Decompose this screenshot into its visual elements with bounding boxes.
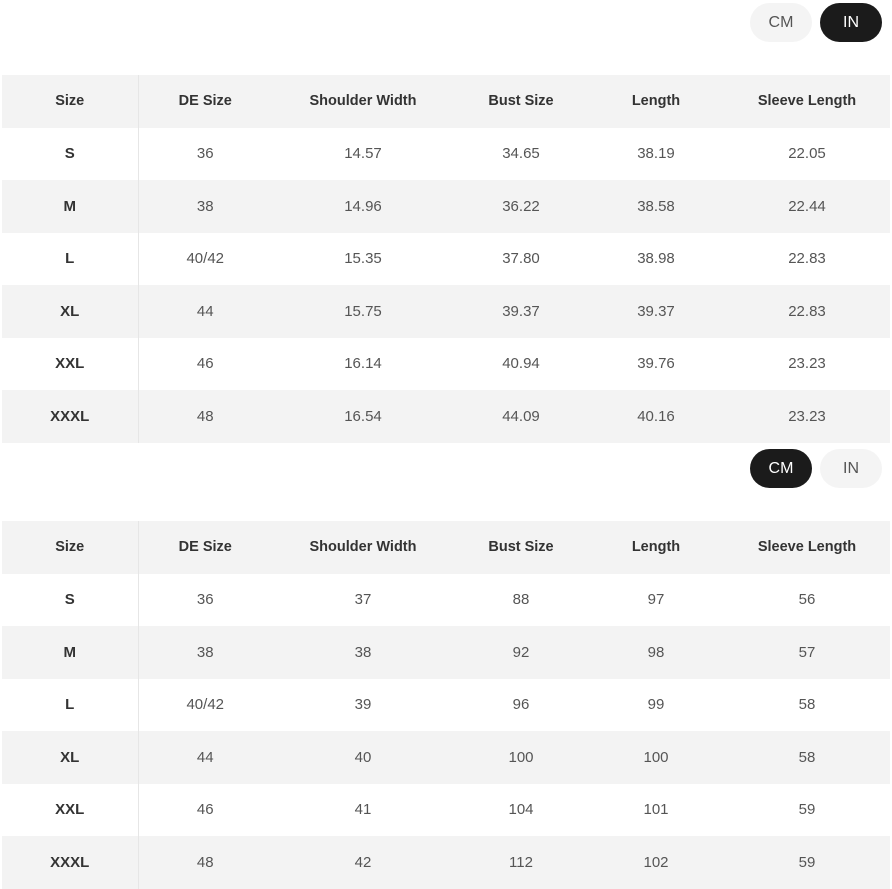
table-row	[2, 180, 890, 233]
header-sleeve-length: Sleeve Length	[757, 539, 857, 556]
length-cell: 102	[643, 853, 669, 871]
de-size-cell: 38	[196, 197, 214, 215]
size-cell: XXL	[2, 338, 138, 391]
unit-toggle-top	[750, 3, 882, 42]
header-length: Length	[631, 93, 681, 110]
table-row	[2, 338, 890, 391]
size-cell: L	[2, 679, 138, 732]
length-cell: 101	[643, 801, 669, 819]
unit-toggle-bottom	[750, 449, 882, 488]
table-row	[2, 784, 890, 837]
shoulder-width-cell: 39	[354, 696, 372, 714]
sleeve-length-cell: 22.44	[788, 197, 826, 215]
sleeve-length-cell: 22.05	[788, 145, 826, 163]
header-de-size: DE Size	[178, 93, 232, 110]
table-row	[2, 679, 890, 732]
shoulder-width-cell: 15.75	[344, 302, 382, 320]
length-cell: 38.58	[637, 197, 675, 215]
length-cell: 39.76	[637, 355, 675, 373]
sleeve-length-cell: 59	[798, 801, 816, 819]
sleeve-length-cell: 22.83	[788, 302, 826, 320]
bust-size-cell: 96	[512, 696, 530, 714]
bust-size-cell: 36.22	[502, 197, 540, 215]
length-cell: 38.19	[637, 145, 675, 163]
header-bust-size: Bust Size	[488, 93, 554, 110]
bust-size-cell: 34.65	[502, 145, 540, 163]
header-shoulder-width: Shoulder Width	[309, 539, 417, 556]
table-row	[2, 233, 890, 286]
table-row	[2, 626, 890, 679]
shoulder-width-cell: 15.35	[344, 250, 382, 268]
shoulder-width-cell: 16.14	[344, 355, 382, 373]
length-cell: 38.98	[637, 250, 675, 268]
table-row	[2, 574, 890, 627]
cm-button[interactable]: CM	[750, 449, 812, 488]
bust-size-cell: 112	[509, 853, 533, 871]
de-size-cell: 48	[196, 853, 214, 871]
table-row	[2, 836, 890, 889]
size-cell: M	[2, 626, 138, 679]
sleeve-length-cell: 23.23	[788, 407, 826, 425]
de-size-cell: 36	[196, 591, 214, 609]
bust-size-cell: 39.37	[502, 302, 540, 320]
size-table-centimeters	[2, 521, 890, 889]
length-cell: 98	[647, 643, 665, 661]
shoulder-width-cell: 42	[354, 853, 372, 871]
cm-button[interactable]: CM	[750, 3, 812, 42]
header-size: Size	[2, 75, 138, 128]
de-size-cell: 44	[196, 748, 214, 766]
header-size: Size	[2, 521, 138, 574]
size-cell: S	[2, 128, 138, 181]
shoulder-width-cell: 16.54	[344, 407, 382, 425]
bust-size-cell: 37.80	[502, 250, 540, 268]
sleeve-length-cell: 58	[798, 696, 816, 714]
length-cell: 40.16	[637, 407, 675, 425]
size-cell: L	[2, 233, 138, 286]
de-size-cell: 46	[196, 801, 214, 819]
sleeve-length-cell: 56	[798, 591, 816, 609]
header-length: Length	[631, 539, 681, 556]
header-shoulder-width: Shoulder Width	[309, 93, 417, 110]
sleeve-length-cell: 58	[798, 748, 816, 766]
length-cell: 97	[647, 591, 665, 609]
size-table-inches	[2, 75, 890, 443]
sleeve-length-cell: 57	[798, 643, 816, 661]
shoulder-width-cell: 14.96	[344, 197, 382, 215]
de-size-cell: 40/42	[186, 696, 225, 714]
de-size-cell: 40/42	[186, 250, 225, 268]
table-row	[2, 731, 890, 784]
bust-size-cell: 104	[508, 801, 534, 819]
sleeve-length-cell: 22.83	[788, 250, 826, 268]
size-cell: XXXL	[2, 836, 138, 889]
table-header-row	[2, 521, 890, 574]
size-cell: M	[2, 180, 138, 233]
sleeve-length-cell: 59	[798, 853, 816, 871]
shoulder-width-cell: 14.57	[344, 145, 382, 163]
header-sleeve-length: Sleeve Length	[757, 93, 857, 110]
size-cell: XXXL	[2, 390, 138, 443]
bust-size-cell: 92	[512, 643, 530, 661]
bust-size-cell: 88	[512, 591, 530, 609]
de-size-cell: 44	[196, 302, 214, 320]
in-button[interactable]: IN	[820, 449, 882, 488]
table-header-row	[2, 75, 890, 128]
shoulder-width-cell: 41	[354, 801, 372, 819]
header-bust-size: Bust Size	[488, 539, 554, 556]
size-cell: XXL	[2, 784, 138, 837]
bust-size-cell: 40.94	[502, 355, 540, 373]
size-cell: S	[2, 574, 138, 627]
shoulder-width-cell: 40	[354, 748, 372, 766]
de-size-cell: 46	[196, 355, 214, 373]
in-button[interactable]: IN	[820, 3, 882, 42]
size-cell: XL	[2, 285, 138, 338]
size-cell: XL	[2, 731, 138, 784]
shoulder-width-cell: 38	[354, 643, 372, 661]
de-size-cell: 48	[196, 407, 214, 425]
length-cell: 99	[647, 696, 665, 714]
table-row	[2, 128, 890, 181]
length-cell: 100	[643, 748, 669, 766]
header-de-size: DE Size	[178, 539, 232, 556]
shoulder-width-cell: 37	[354, 591, 372, 609]
bust-size-cell: 100	[508, 748, 534, 766]
de-size-cell: 36	[196, 145, 214, 163]
sleeve-length-cell: 23.23	[788, 355, 826, 373]
length-cell: 39.37	[637, 302, 675, 320]
bust-size-cell: 44.09	[502, 407, 540, 425]
de-size-cell: 38	[196, 643, 214, 661]
table-row	[2, 390, 890, 443]
table-row	[2, 285, 890, 338]
